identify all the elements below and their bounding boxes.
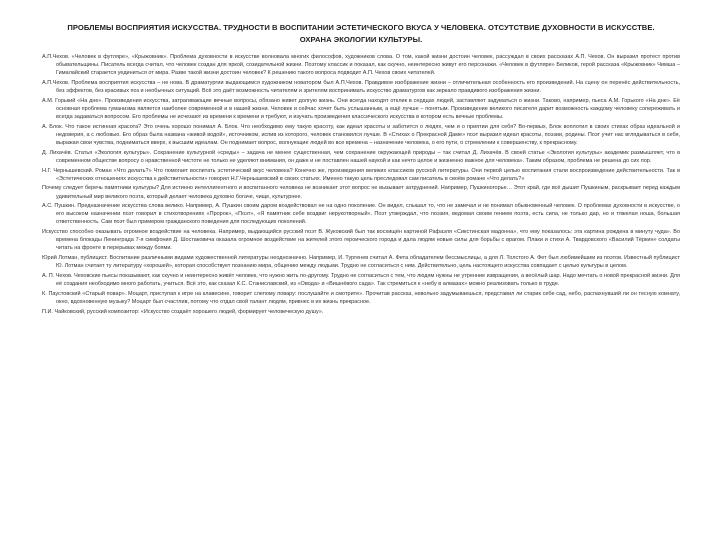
paragraph: К. Паустовский «Старый повар». Моцарт, приступая к игре на клавесине, говорит слепому повару: послушайте и смотрите». Прочитав рассказ, невольно задумываешься, представил ли старик себе сад, небо, распахнувший ли он тесную комнату, окно, вдохновенную музыку? Моцарт был счастлив, потому что отдал свой талант людям, привнес в их жизнь прекрасное. (42, 290, 680, 305)
paragraph: П.И. Чайковский, русский композитор: «Искусство создаёт хорошего людей, формирует человеческую душу». (42, 308, 324, 315)
paragraph: А.П.Чехов. Проблема восприятия искусства – не нова. В драматургии выдающимся художником новатором был А.П.Чехов. Правдивое изображение жизни – отличительная особенность его произведений. На сцену он перенёс действительность, без эффектов, без красивых поз и необычных ситуаций. Всё это даёт возможность читателям и зрителям воспринимать искусство драматургов как зеркало правдивого изображения жизни. (42, 79, 680, 95)
paragraph: Почему следует беречь памятники культуры? Для истинно интеллигентного и воспитанного человека не возникает этот вопрос не вызывает затруднений. Например, Пушкиногорье… Этот край, где всё дышит Пушкиным, раскрывает перед каждым удивительный мир великого поэта, который делает человека духовно богаче, чище, культурнее. (42, 185, 680, 200)
paragraph: А.М. Горький «На дне». Произведения искусства, затрагивающие вечные вопросы, обязано живет долгую жизнь. Они всегда находят отклик в сердцах людей, заставляют задуматься о жизни. Таково, например, пьеса А.М. Горького «На дне». Её основная проблема гуманизма является наиболее современной и в нашей жизни. Человек и сейчас хочет быть услышанным, а ещё лучше – понятым. Произведение великого писателя дарит возможность каждому человеку сопереживать и всегда задаваться вопросом. Его проблемы не исчезают из времени к времени и требуют, и изучать произведения классического искусства в котором есть вечные проблемы. (42, 97, 680, 121)
paragraph: А. Блок. Что такое истинная красота? Это очень хорошо понимал А. Блок. Что необходимо ему такую красоту, как идеал красоты и заботится о людях, чем и о приятии для себя? Во-первых, Блок воплотил в своих стихах образ идеальной и недоверия, а с любовью. Его образ была названа «живой водой», источником, испив из которого, человек становился лучше. В «Стихах о Прекрасной Даме» поэт выразил идеал красоты, поэзии, родины. Поэт учит нас вглядываться в себя, выражая свои чувства, подниматься вверх, к высшим идеалам. Он поднимает вопрос, волнующие людей во все времена – назначение человека, о его пути, о стремлении к совершенству, к прекрасному. (42, 123, 680, 147)
paragraph: А.С. Пушкин. Предназначение искусства слова велико. Например, А. Пушкин своим даром воздействовал не на одно поколение. Он видел, слышал то, что не замечал и не понимал обыкновенный человек. О проблемах духовности в искусстве, о его высоком назначении поэт говорил в стихотворениях «Пророк», «Поэт», «Я памятник себе воздвиг нерукотворный». Поэт утверждал, что поэзия, ведомая своим гением поэта, есть сила, не только дар, но и тяжелая ноша, большая ответственность. Сам поэт был примером гражданского поведения для последующих поколений. (42, 203, 680, 226)
paragraph: Искусство способно оказывать огромное воздействие на человека. Например, выдающийся русский поэт В. Жуковский был так восхищён картиной Рафаэля «Сикстинская мадонна», что ему показалось: эта картина рождена в минуту чуда». Во времена блокады Ленинграда 7-я симфония Д. Шостаковича оказала огромное воздействие на жителей этого героического города и дала людям новые силы для борьбы с врагом. Плаки и стихи А. Твардовского «Василий Тёркин» солдаты читать на фронте в перерывах между боями. (42, 229, 680, 252)
document-body (42, 53, 680, 316)
paragraph: А.П.Чехов. «Человек в футляре», «Крыжовник». Проблема духовности в искусстве волновала многих философов, художников слова. О том, какой жизни достоин человек, рассуждал в своих рассказах А.П. Чехов. Он выразил протест против обывательщины. Писатель всегда считал, что человек создан для яркой, созидательной жизни. Поэтому классик и показал, как скучно, неинтересно живут его персонажи. «Человек в футляре» Беликов, герой рассказа «Крыжовник» Чимша – Гималайский старается уединиться от мира. Разве такой жизни достоин человек? К решению такого вопроса подводит А.П. Чехов своих читателей. (42, 54, 680, 77)
paragraph: А. П. Чехов. Чеховские пьесы показывают, как скучно и неинтересно живёт человек, что нужно жить по-другому. Трудно не согласиться с тем, что людям нужны не утренние извращения, а весёлый шар. Надо мечтать о новой прекрасной жизни. Для её создания необходимо много работать, учиться. Всё это, как сказал К.С. Станиславский, из «Овода» и «Вишнёвого сада». Так стремиться к «небу в алмазах» можно реализовать только в труде. (42, 272, 680, 288)
document-title: ПРОБЛЕМЫ ВОСПРИЯТИЯ ИСКУССТВА. ТРУДНОСТИ В ВОСПИТАНИИ ЭСТЕТИЧЕСКОГО ВКУСА У ЧЕЛОВЕКА. ОТСУТСТВИЕ ДУХОВНОСТИ В ИСКУССТВЕ. ОХРАНА ЭКОЛОГИИ КУЛЬТУРЫ. (67, 23, 655, 44)
paragraph: Н.Г. Чернышевский. Роман «Что делать?» Что помогает воспитать эстетический вкус человека? Конечно же, произведения великих классиков русской литературы. Они первой целью воспитания стали воспроизведение действительности. Так в «Эстетических отношениях искусства к действительности» говорил Н.Г.Чернышевский в своих статьях. Именно такую цель преследовал сам писатель в своём романе «Что делать?» (42, 167, 680, 182)
paragraph: Юрий Лотман, публицист. Воспитание различными видами художественной литературы неоднозначно. Например, И. Тургенев считал А. Фета обладателем бессмыслицы, а для Л. Толстого А. Фет был любимейшим из поэтов. Известный публицист Ю. Лотман считает ту литературу «хорошей», которая способствует познанию мира, общению между людьми. Трудно не согласиться с ним. Действительно, цель настоящего искусства совпадает с целью культуры в целом. (42, 255, 680, 270)
paragraph: Д. Лихачёв. Статья «Экология культуры». Сохранение культурной «среды» – задача не менее существенная, чем сохранение окружающей природы – так считал Д. Лихачёв. В своей статье «Экология культуры» академик размышляет, что в современном обществе вопросу о нравственной чистоте не только не уделяют внимания, он даже и не поставлен нашей наукой и как нечто целое и жизненно важное для человека». Таким образом, проблема не решена до сих пор. (42, 149, 680, 164)
